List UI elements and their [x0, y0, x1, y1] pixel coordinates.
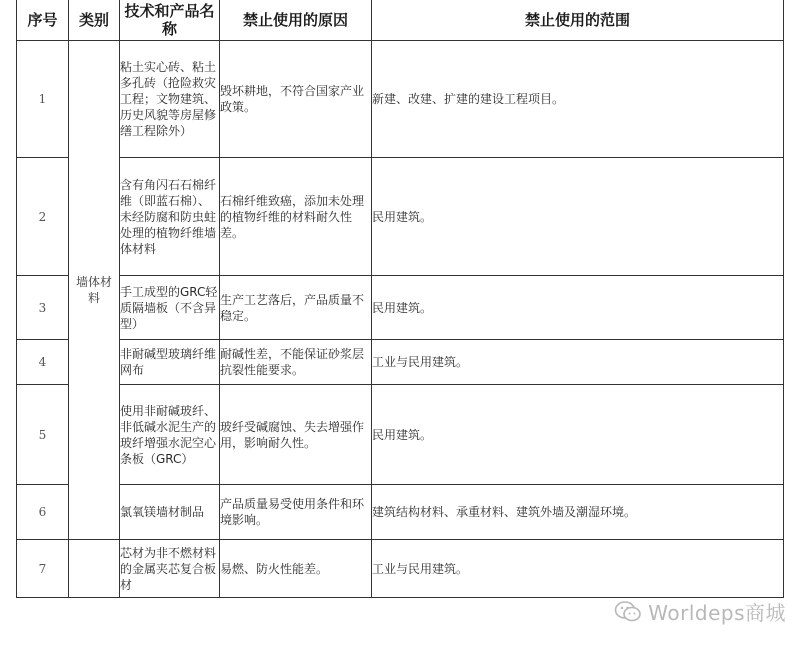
category-cell: 墙体材料 — [69, 41, 120, 540]
row-no: 7 — [17, 540, 69, 598]
banned-products-table — [16, 0, 784, 598]
table-row — [17, 41, 784, 158]
header-name: 技术和产品名称 — [120, 0, 220, 41]
row-reason: 生产工艺落后，产品质量不稳定。 — [220, 276, 372, 340]
table-row — [17, 158, 784, 276]
header-category: 类别 — [69, 0, 120, 41]
table-row — [17, 340, 784, 385]
row-scope: 工业与民用建筑。 — [372, 340, 784, 385]
row-scope: 民用建筑。 — [372, 158, 784, 276]
row-no: 5 — [17, 385, 69, 485]
row-scope: 民用建筑。 — [372, 276, 784, 340]
header-row — [17, 0, 784, 41]
header-scope: 禁止使用的范围 — [372, 0, 784, 41]
row-no: 3 — [17, 276, 69, 340]
row-scope: 建筑结构材料、承重材料、建筑外墙及潮湿环境。 — [372, 485, 784, 540]
row-reason: 玻纤受碱腐蚀、失去增强作用，影响耐久性。 — [220, 385, 372, 485]
row-name: 含有角闪石石棉纤维（即蓝石棉）、未经防腐和防虫蛀处理的植物纤维墙体材料 — [120, 158, 220, 276]
row-no: 1 — [17, 41, 69, 158]
wechat-icon — [614, 600, 642, 624]
row-name: 氯氧镁墙材制品 — [120, 485, 220, 540]
row-no: 2 — [17, 158, 69, 276]
row-reason: 耐碱性差，不能保证砂浆层抗裂性能要求。 — [220, 340, 372, 385]
row-name: 芯材为非不燃材料的金属夹芯复合板材 — [120, 540, 220, 598]
row-no: 4 — [17, 340, 69, 385]
row-scope: 工业与民用建筑。 — [372, 540, 784, 598]
row-reason: 毁坏耕地，不符合国家产业政策。 — [220, 41, 372, 158]
table-row — [17, 385, 784, 485]
watermark-text: Worldeps商城 — [648, 601, 786, 625]
row-reason: 易燃、防火性能差。 — [220, 540, 372, 598]
category-cell-blank — [69, 540, 120, 598]
row-name: 粘土实心砖、粘土多孔砖（抢险救灾工程；文物建筑、历史风貌等房屋修缮工程除外） — [120, 41, 220, 158]
table-row — [17, 276, 784, 340]
row-reason: 石棉纤维致癌，添加未处理的植物纤维的材料耐久性差。 — [220, 158, 372, 276]
table-row — [17, 485, 784, 540]
row-name: 非耐碱型玻璃纤维网布 — [120, 340, 220, 385]
watermark — [614, 597, 786, 626]
row-scope: 民用建筑。 — [372, 385, 784, 485]
row-name: 使用非耐碱玻纤、非低碱水泥生产的玻纤增强水泥空心条板（GRC） — [120, 385, 220, 485]
table-row — [17, 540, 784, 598]
header-no: 序号 — [17, 0, 69, 41]
row-name: 手工成型的GRC轻质隔墙板（不含异型） — [120, 276, 220, 340]
header-reason: 禁止使用的原因 — [220, 0, 372, 41]
row-scope: 新建、改建、扩建的建设工程项目。 — [372, 41, 784, 158]
row-reason: 产品质量易受使用条件和环境影响。 — [220, 485, 372, 540]
row-no: 6 — [17, 485, 69, 540]
